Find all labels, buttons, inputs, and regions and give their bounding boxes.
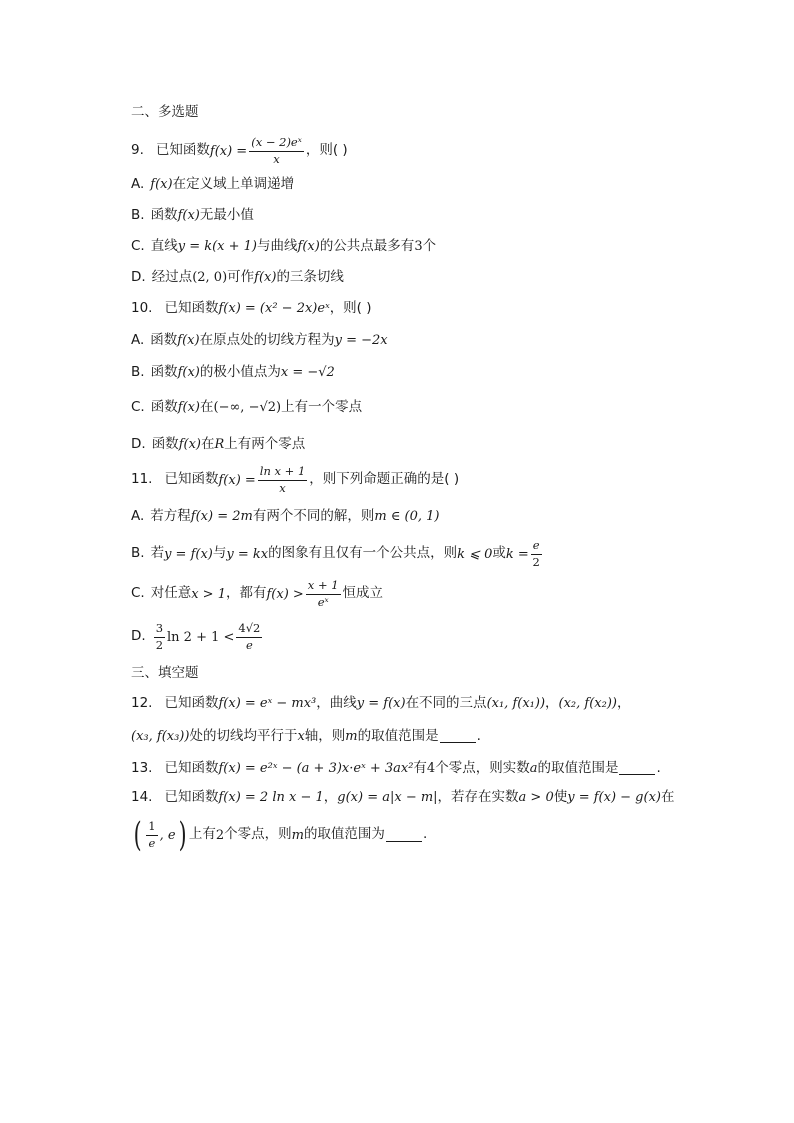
stem-math: f(x) = (x² − 2x)eˣ [218,301,330,317]
option-text: 在 [200,436,215,452]
option-math: k ⩽ 0 [457,546,493,562]
option-math: (2, 0) [192,270,228,286]
stem-text: 已知函数 [155,142,210,159]
option-label: B. [131,207,145,223]
option-label: A. [131,176,145,192]
option-text: 在 [200,399,214,415]
fraction-numerator: x + 1 [306,580,341,595]
question-9-option-a [131,178,294,192]
option-math: f(x) = 2m [190,509,253,525]
option-math: y = kx [226,546,269,562]
option-text: 若方程 [150,508,191,524]
fraction-numerator: (x − 2)eˣ [249,137,304,152]
option-fraction [236,623,262,651]
option-label: C. [131,585,145,602]
option-text: 函数 [150,364,178,380]
question-12-line-1 [131,697,630,711]
stem-text-end: . [476,728,481,744]
option-text: 函数 [151,436,179,452]
fraction-numerator: 3 [154,623,165,638]
answer-blank[interactable] [619,762,655,775]
option-text: 对任意 [150,585,192,602]
stem-text: 已知函数 [164,760,219,776]
option-math: f(x) [150,177,173,193]
stem-text-end: ，则下列命题正确的是( ) [309,471,460,488]
question-10-option-a [131,334,388,348]
option-math: x > 1 [191,586,226,602]
option-math: m ∈ (0, 1) [374,509,440,525]
option-fraction [531,540,542,568]
question-9-option-d [131,271,344,285]
stem-text: ，若存在实数 [437,789,519,805]
option-label: D. [131,628,146,645]
option-math: y = k(x + 1) [177,239,258,255]
option-text: 与 [212,545,227,562]
stem-text: ， [545,695,559,711]
stem-math: (x₂, f(x₂)) [558,696,617,712]
question-11-option-d [131,623,264,651]
stem-text: 处的切线均平行于 [189,728,298,744]
right-paren: ) [178,815,187,855]
stem-text: 个零点，则实数 [435,760,530,776]
question-11-option-c [131,580,383,608]
question-12-line-2 [131,730,481,744]
stem-text: 上有 [188,826,216,843]
question-11-option-b [131,540,544,568]
section-title: 二、多选题 [131,104,199,120]
fraction-denominator: eˣ [317,594,329,609]
option-text: 函数 [150,207,178,223]
option-math: f(x) [254,270,277,286]
option-math: f(x) [177,400,201,416]
option-text: 的公共点最多有 [319,238,415,254]
stem-math: m [345,729,358,745]
stem-text-end: ，则( ) [329,300,372,316]
fraction-denominator: e [245,637,253,652]
question-number: 10. [131,300,153,316]
option-text: 直线 [150,238,178,254]
option-math: f(x) [297,239,320,255]
option-text: 的图象有且仅有一个公共点，则 [268,545,458,562]
option-label: D. [131,269,146,285]
option-math: f(x) [177,208,200,224]
option-label: C. [131,238,145,254]
answer-blank[interactable] [386,829,422,842]
question-11-option-a [131,510,440,524]
option-label: D. [131,436,146,452]
question-number: 13. [131,760,153,776]
stem-text: 有 [413,760,427,776]
section-title: 三、填空题 [131,665,199,681]
stem-text-end: . [656,760,661,776]
stem-math: a [529,761,538,777]
question-9-stem [131,137,348,165]
option-text: 个 [422,238,437,254]
option-text: ，都有 [225,585,267,602]
option-math: x = −√2 [280,365,335,381]
fraction-denominator: x [273,151,280,166]
option-text: 上有两个零点 [224,436,306,452]
stem-math: a > 0 [518,790,554,806]
fraction-numerator: 1 [146,821,157,836]
stem-math: x [297,729,305,745]
stem-text: 的取值范围是 [537,760,619,776]
stem-math: m [291,827,304,843]
question-14-line-2 [131,815,428,855]
option-label: C. [131,399,145,415]
stem-math: y = f(x) − g(x) [567,790,661,806]
stem-text: 使 [553,789,568,805]
stem-math: f(x) = 2 ln x − 1 [218,790,324,806]
stem-text: 轴，则 [304,728,346,744]
stem-math: (x₃, f(x₃)) [131,729,190,745]
interval-fraction [146,821,157,849]
option-text: 可作 [227,269,255,285]
section-heading-multi [131,106,199,120]
question-9-option-c [131,240,436,254]
option-math: f(x) > [266,586,304,602]
option-text: 在原点处的切线方程为 [199,332,335,348]
stem-text: 在不同的三点 [405,695,487,711]
fraction-numerator: e [531,540,542,555]
option-label: B. [131,545,145,562]
stem-text: 个零点，则 [224,826,292,843]
stem-text: 已知函数 [164,471,219,488]
option-math: f(x) [177,333,200,349]
question-number: 12. [131,695,153,711]
answer-blank[interactable] [440,730,476,743]
option-math: R [214,437,225,453]
stem-text: ， [616,695,631,711]
option-text: 的三条切线 [276,269,344,285]
stem-text: 已知函数 [164,300,219,316]
option-label: A. [131,508,145,524]
option-text: 的极小值点为 [199,364,281,380]
option-text: 上有一个零点 [281,399,363,415]
option-fraction [154,623,165,651]
option-text: 函数 [150,399,178,415]
option-math: 3 [414,239,423,255]
stem-math: g(x) = a|x − m| [337,790,438,806]
fraction-numerator: 4√2 [236,623,262,638]
option-text: 无最小值 [199,207,254,223]
question-10-option-b [131,366,335,380]
section-heading-fill [131,667,199,681]
stem-math: f(x) = [218,472,256,488]
interval-upper: , e [159,827,176,843]
question-number: 11. [131,471,153,488]
option-label: A. [131,332,145,348]
stem-text: 已知函数 [164,789,219,805]
stem-fraction [258,466,308,494]
option-text: 与曲线 [257,238,298,254]
stem-math: 2 [215,827,225,843]
option-math: f(x) [177,365,200,381]
option-text: 函数 [150,332,178,348]
option-math: f(x) [178,437,201,453]
fraction-denominator: x [279,480,286,495]
option-text: 在定义域上单调递增 [172,176,295,192]
option-label: B. [131,364,145,380]
option-text: 有两个不同的解，则 [252,508,375,524]
stem-math: y = f(x) [356,696,406,712]
option-text: 或 [492,545,506,562]
question-number: 14. [131,789,153,805]
option-math: y = −2x [334,333,388,349]
fraction-numerator: ln x + 1 [258,466,308,481]
question-14-line-1 [131,791,674,805]
option-math: ln 2 + 1 < [167,629,235,645]
stem-text: 在 [660,789,675,805]
option-math: y = f(x) [164,546,213,562]
option-fraction [306,580,341,608]
stem-text-end: . [422,826,428,843]
fraction-denominator: 2 [155,637,164,652]
interval-expression [131,815,189,855]
stem-text: ，曲线 [316,695,357,711]
stem-text: 已知函数 [164,695,219,711]
option-math: (−∞, −√2) [213,400,282,416]
question-10-option-d [131,438,305,452]
option-text: 若 [150,545,165,562]
stem-text-end: ，则( ) [305,142,348,159]
question-number: 9. [131,142,144,159]
stem-math: f(x) = e²ˣ − (a + 3)x·eˣ + 3ax² [218,761,414,777]
stem-math: 4 [426,761,436,777]
question-13 [131,762,661,776]
question-10-stem [131,302,372,316]
stem-text: ， [323,789,338,805]
option-text: 经过点 [151,269,193,285]
question-9-option-b [131,209,254,223]
stem-text: 的取值范围为 [303,826,385,843]
stem-math: (x₁, f(x₁)) [486,696,546,712]
stem-math: f(x) = [209,143,248,159]
fraction-denominator: 2 [532,554,540,569]
stem-text: 的取值范围是 [357,728,439,744]
question-11-stem [131,466,459,494]
option-math: k = [505,546,529,562]
stem-fraction [249,137,304,165]
fraction-denominator: e [148,835,156,850]
left-paren: ( [133,815,142,855]
stem-math: f(x) = eˣ − mx³ [218,696,317,712]
question-10-option-c [131,401,362,415]
option-text: 恒成立 [342,585,384,602]
